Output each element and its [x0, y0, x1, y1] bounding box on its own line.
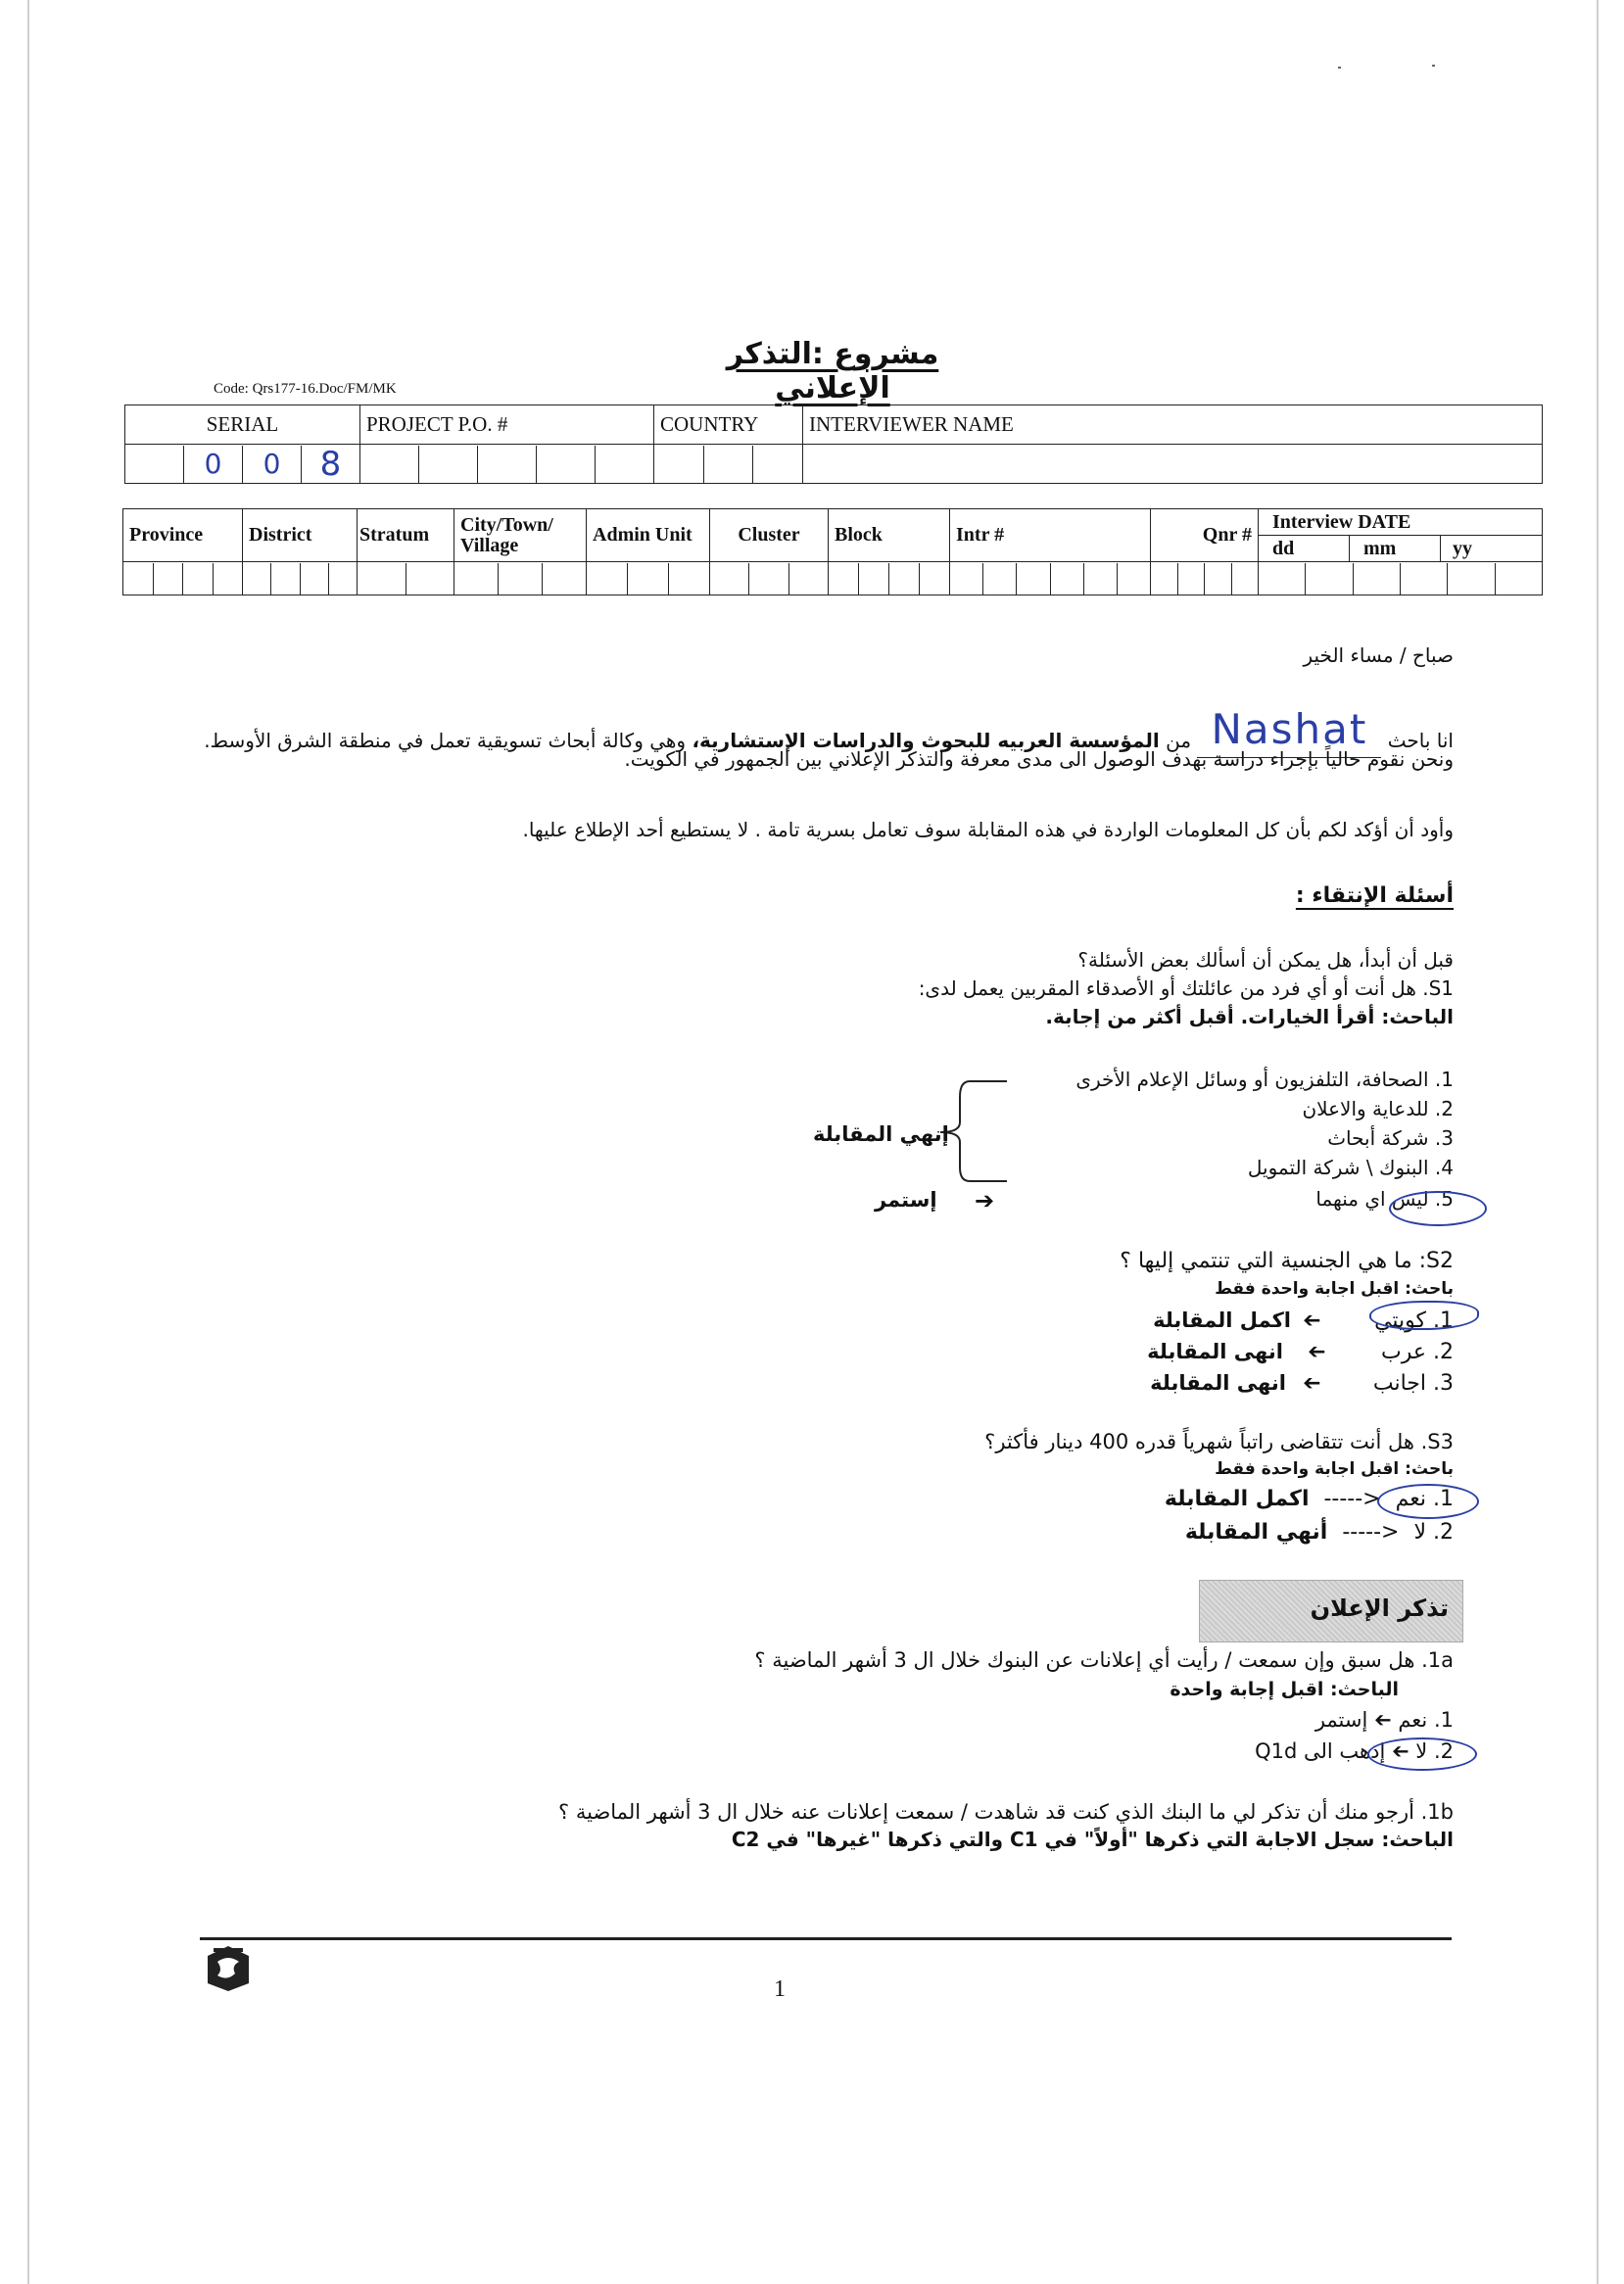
admin-unit-cells[interactable] — [587, 562, 710, 595]
district-cells[interactable] — [243, 562, 358, 595]
block-cells[interactable] — [829, 562, 950, 595]
answer-circle — [1369, 1301, 1479, 1330]
footer-divider — [200, 1937, 1452, 1940]
s3-action: اكمل المقابلة — [1164, 1487, 1310, 1511]
s2-action: انهى المقابلة — [1147, 1340, 1283, 1363]
interviewer-name-handwritten: Nashat — [1197, 709, 1381, 758]
page-edge-right — [1597, 0, 1599, 2284]
ad-recall-heading: تذكر الإعلان — [1199, 1580, 1463, 1642]
s2-question: S2: ما هي الجنسية التي تنتمي إليها ؟ — [1120, 1249, 1454, 1273]
answer-circle — [1389, 1191, 1487, 1226]
s1-terminate: إنهي المقابلة — [813, 1122, 949, 1146]
date-yy-label: yy — [1453, 538, 1472, 559]
s2-option: 1. كويتي — [1374, 1309, 1454, 1333]
s1-instruction: الباحث: أقرأ الخيارات. أقبل أكثر من إجابة. — [1045, 1005, 1454, 1028]
q1a-option: 1. نعم ➔ إستمر — [1314, 1708, 1454, 1732]
project-header: PROJECT P.O. # — [360, 405, 654, 445]
province-cells[interactable] — [123, 562, 243, 595]
arrow-left-icon: ➔ — [1374, 1708, 1392, 1732]
intro-line1-start: انا باحث — [1387, 729, 1454, 752]
stratum-cells[interactable] — [358, 562, 454, 595]
admin-unit-header: Admin Unit — [587, 509, 710, 562]
interview-date-header — [1259, 509, 1543, 562]
s1-continue: إستمر — [875, 1188, 937, 1212]
document-code: Code: Qrs177-16.Doc/FM/MK — [214, 381, 397, 397]
serial-cells — [125, 445, 360, 484]
s3-option: 2. لا -----> أنهي المقابلة — [1184, 1520, 1454, 1545]
stratum-header: Stratum — [358, 509, 454, 562]
intro-line-3: وأود أن أؤكد لكم بأن كل المعلومات الواردة في هذه المقابلة سوف تعامل بسرية تامة . لا يستطيع أحد الإطلاع عليها. — [522, 818, 1454, 841]
scan-speck — [1432, 65, 1435, 67]
q1b-question: 1b. أرجو منك أن تذكر لي ما البنك الذي كنت قد شاهدت / سمعت إعلانات عنه خلال ال 3 أشهر الماضية ؟ — [558, 1800, 1454, 1824]
s1-option: 3. شركة أبحاث — [1327, 1126, 1454, 1150]
q1b-instruction: الباحث: سجل الاجابة التي ذكرها "أولاً" في C1 والتي ذكرها "غيرها" في C2 — [731, 1828, 1454, 1851]
city-cells[interactable] — [454, 562, 587, 595]
screening-pre: قبل أن أبدأ، هل يمكن أن أسألك بعض الأسئلة؟ — [1077, 948, 1454, 972]
interviewer-name-header: INTERVIEWER NAME — [803, 405, 1543, 445]
s2-option: 3. اجانب — [1372, 1371, 1454, 1396]
s1-option: 4. البنوك \ شركة التمويل — [1247, 1156, 1454, 1179]
qnr-header: Qnr # — [1151, 509, 1259, 562]
serial-header: SERIAL — [125, 405, 360, 445]
arrow-left-icon: ➔ — [1303, 1309, 1321, 1333]
s2-option: 2. عرب — [1381, 1340, 1454, 1364]
s3-action: أنهي المقابلة — [1184, 1520, 1328, 1545]
s3-question: S3. هل أنت تتقاضى راتباً شهرياً قدره 400 دينار فأكثر؟ — [984, 1430, 1454, 1453]
q1a-option: 2. لا ➔ إذهب الى Q1d — [1255, 1739, 1454, 1763]
interview-date-label: Interview DATE — [1259, 509, 1542, 536]
q1a-action: إذهب الى Q1d — [1255, 1739, 1386, 1763]
q1a-question: 1a. هل سبق وإن سمعت / رأيت أي إعلانات عن البنوك خلال ال 3 أشهر الماضية ؟ — [754, 1648, 1454, 1672]
serial-digit: 0 — [243, 446, 302, 483]
cluster-cells[interactable] — [710, 562, 829, 595]
q1a-action: إستمر — [1314, 1708, 1368, 1732]
s2-action: انهى المقابلة — [1150, 1371, 1286, 1395]
answer-circle — [1367, 1737, 1477, 1771]
s1-question: S1. هل أنت أو أي فرد من عائلتك أو الأصدقاء المقربين يعمل لدى: — [918, 976, 1454, 1000]
city-header: City/Town/ Village — [454, 509, 587, 562]
district-header: District — [243, 509, 358, 562]
company-logo-icon — [206, 1944, 251, 1993]
arrow-left-icon: ➔ — [975, 1187, 995, 1214]
s3-arrow: -----> — [1342, 1520, 1400, 1545]
scan-speck — [1338, 67, 1341, 69]
cluster-header: Cluster — [710, 509, 829, 562]
date-mm-label: mm — [1350, 536, 1441, 561]
intro-line1-end: وهي وكالة أبحاث تسويقية تعمل في منطقة الشرق الأوسط. — [204, 729, 687, 752]
s1-option: 1. الصحافة، التلفزيون أو وسائل الإعلام الأخرى — [1075, 1068, 1454, 1091]
qnr-cells[interactable] — [1151, 562, 1259, 595]
arrow-left-icon: ➔ — [1303, 1371, 1321, 1396]
arrow-left-icon: ➔ — [1308, 1340, 1326, 1364]
arrow-left-icon: ➔ — [1392, 1739, 1409, 1763]
page-edge-left — [27, 0, 29, 2284]
serial-digit: 0 — [184, 446, 243, 483]
date-dd-label: dd — [1259, 536, 1350, 561]
answer-circle — [1377, 1484, 1479, 1519]
date-cells[interactable] — [1259, 562, 1543, 595]
s2-instruction: باحث: اقبل اجابة واحدة فقط — [1215, 1279, 1454, 1299]
s2-action: اكمل المقابلة — [1153, 1309, 1291, 1332]
s3-option: 1. نعم -----> اكمل المقابلة — [1164, 1487, 1454, 1511]
interviewer-name-cell[interactable] — [803, 445, 1543, 484]
sample-table — [122, 508, 1543, 595]
s3-instruction: باحث: اقبل اجابة واحدة فقط — [1215, 1459, 1454, 1479]
block-header: Block — [829, 509, 950, 562]
organization-name: المؤسسة العربيه للبحوث والدراسات الإستشارية، — [692, 729, 1160, 752]
intr-header: Intr # — [950, 509, 1151, 562]
intro-line1-from: من — [1166, 729, 1192, 752]
intr-cells[interactable] — [950, 562, 1151, 595]
intro-line-2: ونحن نقوم حالياً بإجراء دراسة بهدف الوصول الى مدى معرفة والتذكر الإعلاني بين الجمهور في الكويت. — [624, 747, 1454, 771]
screening-heading: أسئلة الإنتقاء : — [1295, 883, 1454, 908]
province-header: Province — [123, 509, 243, 562]
project-cells — [360, 445, 654, 484]
serial-digit: 8 — [319, 444, 342, 484]
s1-option: 2. للدعاية والاعلان — [1302, 1097, 1454, 1120]
s1-option: 5. ليس اي منهما — [1315, 1187, 1454, 1211]
s3-arrow: -----> — [1323, 1487, 1381, 1511]
page-number: 1 — [774, 1976, 786, 2002]
q1a-instruction: الباحث: اقبل إجابة واحدة — [1170, 1679, 1399, 1700]
serial-table — [124, 404, 1543, 484]
country-header: COUNTRY — [654, 405, 803, 445]
greeting: صباح / مساء الخير — [1303, 643, 1454, 667]
country-cells — [654, 445, 803, 484]
document-title: مشروع :التذكر الإعلاني — [726, 337, 939, 405]
